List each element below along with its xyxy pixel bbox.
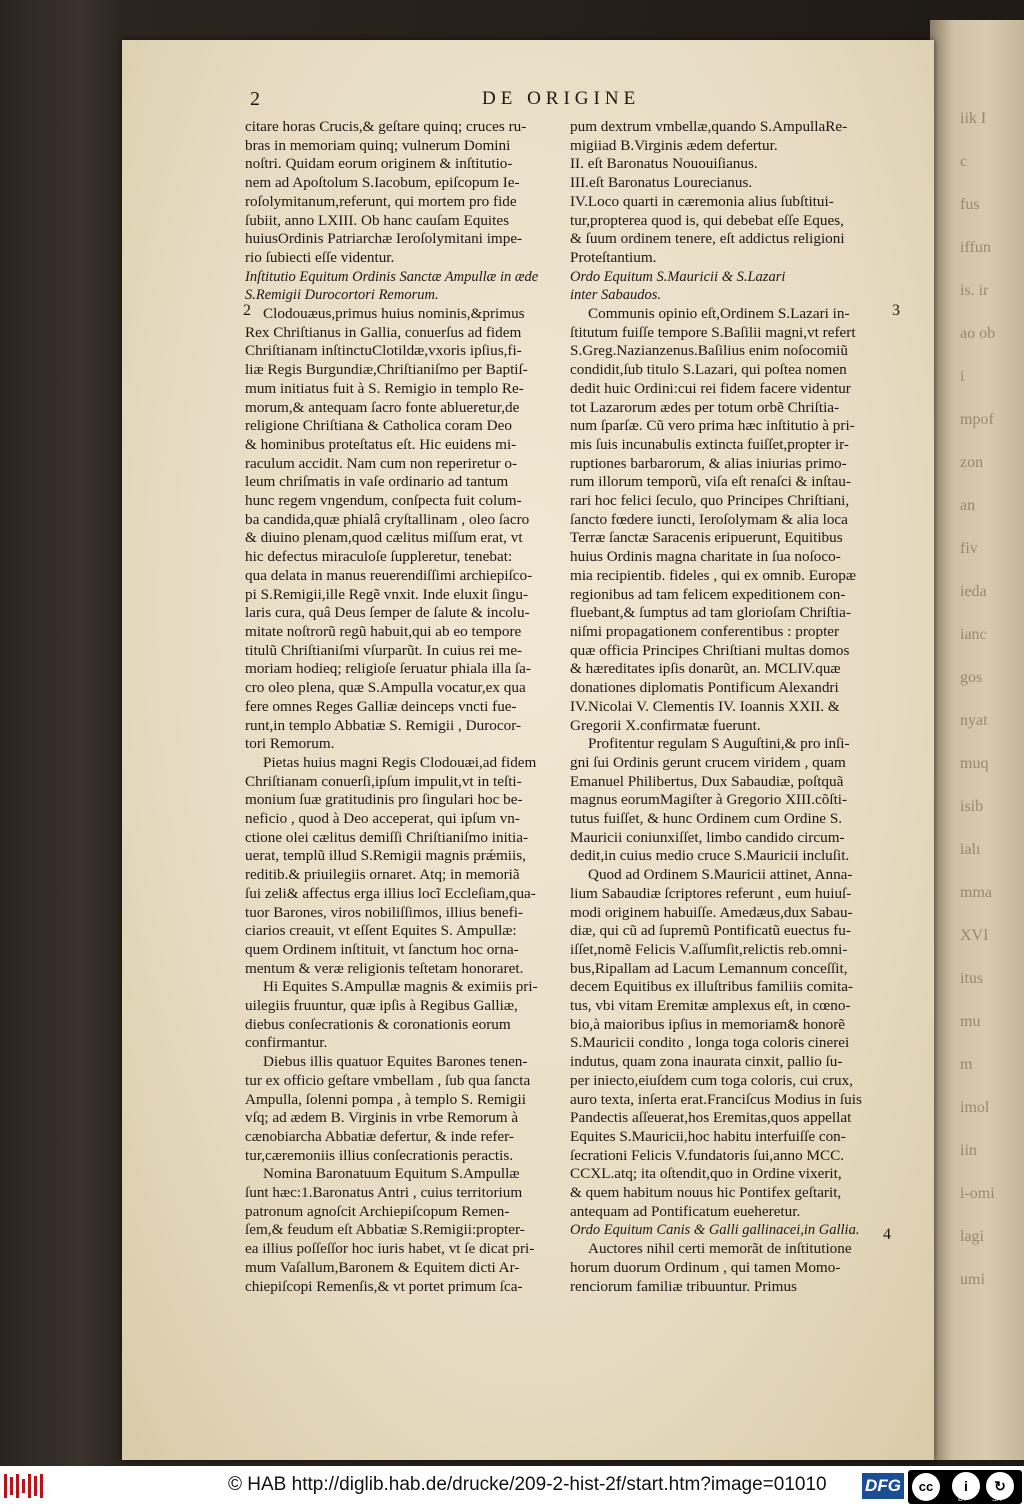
text-line: reditib.& priuilegiis ornaret. Atq; in memoriã: [245, 866, 520, 884]
text-line: ctione olei cælitus demiſſi Chriſtianiſmo initia-: [245, 828, 529, 846]
dfg-logo-icon: DFG: [862, 1473, 904, 1499]
text-line: tus, vbi vitam Eremitæ amplexus eſt, in cœno-: [570, 997, 851, 1015]
bleed-through-text: mpof: [960, 411, 994, 428]
text-line: mum Vaſallum,Baronem & Equitem dicti Ar-: [245, 1258, 520, 1276]
running-head: DE ORIGINE: [482, 88, 641, 109]
text-line: ſecrationi Felicis V.fundatoris ſui,anno MCC.: [570, 1146, 845, 1164]
text-line: Clodouæus,primus huius nominis,&primus: [263, 305, 525, 323]
text-line: qua delata in manus reuerendiſſimi archiepiſco-: [245, 566, 533, 584]
text-line: condidit,ſub titulo S.Lazari, qui poſtea nomen: [570, 361, 847, 379]
text-line: Ordo Equitum S.Mauricii & S.Lazari: [570, 268, 786, 285]
bleed-through-text: is. ir: [960, 282, 989, 299]
hab-logo-icon: [4, 1474, 48, 1500]
text-line: ciarios creauit, vt eſſent Equites S. Ampullæ:: [245, 922, 517, 940]
text-line: IV.Nicolai V. Clementis IV. Ioannis XXII. &: [570, 697, 840, 715]
creative-commons-badge-icon[interactable]: [908, 1470, 1022, 1504]
text-line: quem Ordinem inſtituit, vt ſanctum hoc orna-: [245, 940, 519, 958]
bleed-through-text: nyat: [960, 712, 988, 729]
text-line: runt,in templo Abbatiæ S. Remigii , Durocor-: [245, 716, 521, 734]
bleed-through-text: muq: [960, 755, 989, 772]
margin-number: 3: [892, 302, 900, 319]
text-line: Inſtitutio Equitum Ordinis Sanctæ Ampullæ in æde: [245, 268, 539, 285]
text-line: & hæreditates ipſis donarũt, an. MCLIV.quæ: [570, 660, 841, 678]
bleed-through-text: ialı: [960, 841, 981, 858]
text-line: mis ſuis incunabulis extincta fuiſſet,propter ir-: [570, 435, 849, 453]
text-line: Hi Equites S.Ampullæ magnis & eximiis pri-: [263, 978, 538, 996]
text-line: uilegiis fruuntur, quæ ipſis à Regibus Galliæ,: [245, 997, 518, 1015]
right-text-column: [570, 118, 888, 1296]
text-line: Ampulla, ſolenni pompa , à templo S. Remigii: [245, 1090, 526, 1108]
bleed-through-text: umi: [960, 1271, 985, 1288]
paragraph: [245, 305, 565, 754]
text-line: ſui zeli& affectus erga illius locĩ Eccleſiam,qua-: [245, 884, 536, 902]
bleed-through-text: i-omi: [960, 1185, 995, 1202]
text-line: Gregorii X.confirmatæ fuerunt.: [570, 716, 761, 734]
text-line: tot Lazarorum ædes per totum orbẽ Chriſtia-: [570, 398, 840, 416]
sa-label: SA: [992, 1496, 1002, 1503]
text-line: ſunt hæc:1.Baronatus Antri , cuius territorium: [245, 1184, 523, 1202]
bleed-through-text: m: [960, 1056, 973, 1073]
bleed-through-text: ieda: [960, 583, 987, 600]
text-line: liæ Regis Burgundiæ,Chriſtianiſmo per Baptiſ-: [245, 361, 528, 379]
text-line: Emanuel Philibertus, Dux Sabaudiæ, poſtquã: [570, 772, 844, 790]
text-line: patronum agnoſcit Archiepiſcopum Remen-: [245, 1202, 510, 1220]
text-line: uerat, templũ illud S.Remigii magnis prǽmiis,: [245, 847, 526, 865]
text-line: rio ſubiecti eſſe videntur.: [245, 248, 395, 266]
adjacent-page-edge: [930, 20, 1024, 1460]
text-line: tur,cæremoniis illius conſecrationis peractis.: [245, 1146, 514, 1164]
paragraph: [245, 978, 565, 1053]
paragraph: [245, 118, 565, 268]
text-line: Chriſtianam conuerſi,ipſum impulit,vt in teſti-: [245, 772, 522, 790]
text-line: Auctores nihil certi memorãt de inſtitutione: [588, 1240, 852, 1258]
bleed-through-text: gos: [960, 669, 983, 686]
text-line: per iniecto,eiuſdem cum toga coloris, cui crux,: [570, 1071, 853, 1089]
footer-bar: [0, 1466, 1024, 1506]
text-line: tur ex officio geſtare vmbellam , ſub qua ſancta: [245, 1071, 531, 1089]
text-line: num ſparſæ. Cũ vero prima hæc inſtitutio à pri-: [570, 417, 855, 435]
footer-copyright-link[interactable]: © HAB http://diglib.hab.de/drucke/209-2-hist-2f/start.htm?image=01010: [228, 1474, 827, 1495]
text-line: dedit,in cuius medio cruce S.Mauricii incluſit.: [570, 847, 850, 865]
text-line: modi originem habuiſſe. Amedæus,dux Sabau-: [570, 903, 853, 921]
attribution-person-icon: i: [952, 1472, 980, 1500]
text-line: Chriſtianam inſtinctuClotildæ,vxoris ipſius,fi-: [245, 342, 522, 360]
section-heading: [570, 1221, 888, 1240]
bleed-through-text: fus: [960, 196, 980, 213]
bleed-through-text: XVI: [960, 927, 989, 944]
text-line: mum initiatus fuit à S. Remigio in templo Re-: [245, 379, 524, 397]
text-line: & diuino plenam,quod cælitus miſſum erat, vt: [245, 529, 523, 547]
text-line: noſtri. Quidam eorum originem & inſtitutio-: [245, 155, 513, 173]
page-header: [250, 88, 650, 114]
text-line: regionibus ad tam felicem expeditionem con-: [570, 585, 846, 603]
bleed-through-text: iin: [960, 1142, 977, 1159]
paragraph: [245, 1165, 565, 1296]
text-line: S.Greg.Nazianzenus.Baſilius enim noſocomiũ: [570, 342, 848, 360]
text-line: indutus, quam zona inaurata cinxit, pallio ſu-: [570, 1053, 843, 1071]
text-line: cro oleo plena, quæ S.Ampulla vocatur,ex qua: [245, 679, 526, 697]
text-line: auro texta, inſerta erat.Franciſcus Modius in ſuis: [570, 1090, 862, 1108]
text-line: Ordo Equitum Canis & Galli gallinacei,in Gallia.: [570, 1222, 860, 1239]
text-line: dedit huic Ordini:cui rei fidem facere videntur: [570, 379, 851, 397]
left-text-column: [245, 118, 565, 1296]
text-line: tur,propterea quod is, qui debebat eſſe Eques,: [570, 211, 844, 229]
text-line: huiusOrdinis Patriarchæ Ieroſolymitani impe-: [245, 230, 523, 248]
paragraph: [570, 1240, 888, 1296]
text-line: chiepiſcopi Remenſis,& vt portet primum ſca-: [245, 1277, 523, 1295]
paragraph: [570, 305, 888, 735]
text-line: ſtitutum fuiſſe tempore S.Baſilii magni,vt refert: [570, 323, 856, 341]
text-line: horum duorum Ordinum , qui tamen Momo-: [570, 1258, 841, 1276]
text-line: ſubiit, anno LXIII. Ob hanc cauſam Equites: [245, 211, 510, 229]
text-line: S.Remigii Durocortori Remorum.: [245, 287, 439, 304]
bleed-through-text: ao ob: [960, 325, 996, 342]
margin-number: 4: [883, 1226, 891, 1243]
section-heading: [245, 268, 565, 305]
text-line: raculum accidit. Nam cum non reperiretur o-: [245, 454, 517, 472]
text-line: niſmi propagationem conferentibus : propter: [570, 622, 840, 640]
text-line: Nomina Baronatuum Equitum S.Ampullæ: [263, 1165, 520, 1183]
paragraph: [245, 1053, 565, 1165]
bleed-through-text: fiv: [960, 540, 978, 557]
text-line: ba candida,quæ phialâ cryſtallinam , oleo ſacro: [245, 510, 530, 528]
text-line: Diebus illis quatuor Equites Barones tenen-: [263, 1053, 528, 1071]
text-line: monium ſuæ gratitudinis pro ſingulari hoc be-: [245, 791, 523, 809]
text-line: fluebant,& ſumptus ad tam glorioſam Chriſtia-: [570, 604, 851, 622]
text-line: tutus fuiſſet, & hunc Ordinem cum Ordine S.: [570, 810, 843, 828]
text-line: rari hoc felici ſeculo, quo Principes Chriſtiani,: [570, 492, 850, 510]
text-line: vſq; ad ædem B. Virginis in vrbe Remorum à: [245, 1109, 519, 1127]
text-line: pi S.Remigii,ille Regẽ vnxit. Inde eluxit ſingu-: [245, 585, 529, 603]
bleed-through-text: imol: [960, 1099, 990, 1116]
text-line: donationes diplomatis Pontificum Alexandri: [570, 679, 839, 697]
bleed-through-text: iffun: [960, 239, 991, 256]
bleed-through-text: itus: [960, 970, 984, 987]
text-line: Quod ad Ordinem S.Mauricii attinet, Anna-: [588, 866, 853, 884]
text-line: Profitentur regulam S Auguſtini,& pro inſi-: [588, 735, 850, 753]
text-line: magnus eorumMagiſter à Gregorio XIII.cõſti-: [570, 791, 848, 809]
text-line: III.eſt Baronatus Lourecianus.: [570, 174, 753, 192]
text-line: neficio , quod à Deo acceperat, qui ipſum vn-: [245, 810, 520, 828]
text-line: antequam ad Pontificatum eueheretur.: [570, 1202, 801, 1220]
text-line: confirmantur.: [245, 1034, 328, 1052]
text-line: rum illorum temporũ, viſa eſt renaſci & inſtau-: [570, 473, 851, 491]
paragraph: [570, 735, 888, 866]
text-line: ſem,& feudum eſt Abbatiæ S.Remigii:propter-: [245, 1221, 525, 1239]
text-line: huius Ordinis magna charitate in ſua noſoco-: [570, 548, 841, 566]
text-line: Mauricii coniunxiſſet, limbo candido circum-: [570, 828, 845, 846]
bleed-through-text: mma: [960, 884, 992, 901]
text-line: ea illius poſſeſſor hoc iuris habet, vt ſe dicat pri-: [245, 1240, 535, 1258]
bleed-through-text: iik I: [960, 110, 987, 127]
text-line: tori Remorum.: [245, 735, 335, 753]
text-line: mentum & veræ religionis teſtetam honoraret.: [245, 959, 524, 977]
text-line: bus,Ripallam ad Lacum Lemannum conceſſit,: [570, 959, 848, 977]
by-label: BY: [958, 1496, 968, 1503]
text-line: mia recipientib. fideles , qui ex omnib. Europæ: [570, 566, 856, 584]
text-line: ſancto fœdere iuncti, Ieroſolymam & alia loca: [570, 510, 848, 528]
bleed-through-text: zon: [960, 454, 984, 471]
text-line: & hominibus proteſtatus eſt. Hic euidens mi-: [245, 435, 517, 453]
text-line: & quem habitum nouus hic Pontifex geſtarit,: [570, 1184, 842, 1202]
text-line: diæ, qui cũ ad ſupremũ Pontificatũ euectus fu-: [570, 922, 851, 940]
text-line: citare horas Crucis,& geſtare quinq; cruces ru-: [245, 118, 527, 135]
text-line: leum chriſmatis in vaſe ordinario ad tantum: [245, 473, 509, 491]
text-line: cænobiarcha Abbatiæ defertur, & inde refer-: [245, 1127, 514, 1145]
text-line: Communis opinio eſt,Ordinem S.Lazari in-: [588, 305, 850, 323]
text-line: laris cura, quâ Deus ſemper de ſalute & incolu-: [245, 604, 530, 622]
text-line: Rex Chriſtianus in Gallia, conuerſus ad fidem: [245, 323, 522, 341]
text-line: moriam hodieq; religioſe ſeruatur phiala illa ſa-: [245, 660, 531, 678]
share-alike-icon: ↻: [986, 1472, 1014, 1500]
text-line: roſolymitanum,referunt, qui mortem pro fide: [245, 192, 517, 210]
bleed-through-text: ianc: [960, 626, 987, 643]
text-line: IV.Loco quarti in cæremonia alius ſubſtitui-: [570, 192, 834, 210]
text-line: iſſet,nomẽ Felicis V.aſſumſit,relictis reb.omni-: [570, 940, 848, 958]
text-line: ruptiones barbarorum, & alias iniurias primo-: [570, 454, 847, 472]
text-line: gni ſui Ordinis gerunt crucem viridem , quam: [570, 753, 846, 771]
paragraph: [570, 866, 888, 1221]
text-line: II. eſt Baronatus Nououiſianus.: [570, 155, 758, 173]
text-line: migiiad B.Virginis ædem defertur.: [570, 136, 778, 154]
text-line: titulũ Chriſtianiſmi vſurparũt. In cuius rei me-: [245, 641, 523, 659]
bleed-through-text: lagi: [960, 1228, 984, 1245]
text-line: decem Equitibus ex illuſtribus familiis comita-: [570, 978, 854, 996]
text-line: lium Sabaudiæ ſcriptores referunt , eum huiuſ-: [570, 884, 852, 902]
bleed-through-text: mu: [960, 1013, 981, 1030]
text-line: renciorum familiæ tribuuntur. Primus: [570, 1277, 797, 1295]
text-line: Proteſtantium.: [570, 248, 657, 266]
text-line: Pietas huius magni Regis Clodouæi,ad fidem: [263, 753, 537, 771]
text-line: mitate noſtrorũ regũ habuit,qui ab eo tempore: [245, 622, 522, 640]
text-line: morum,& antequam ſacro fonte ablueretur,de: [245, 398, 520, 416]
text-line: nem ad Apoſtolum S.Iacobum, epiſcopum Ie-: [245, 174, 520, 192]
page-number: 2: [250, 88, 260, 110]
text-line: fere omnes Reges Galliæ deinceps vncti fue-: [245, 697, 517, 715]
text-line: & ſuum ordinem tenere, eſt addictus religioni: [570, 230, 845, 248]
margin-number: 2: [243, 302, 251, 319]
cc-icon: cc: [912, 1473, 940, 1501]
text-line: pum dextrum vmbellæ,quando S.AmpullaRe-: [570, 118, 848, 135]
text-line: quæ officia Principes Chriſtiani multas domos: [570, 641, 850, 659]
text-line: inter Sabaudos.: [570, 287, 662, 304]
bleed-through-text: an: [960, 497, 976, 514]
text-line: S.Mauricii condito , longa toga coloris cinerei: [570, 1034, 850, 1052]
text-line: Terræ ſanctæ Saracenis eripuerunt, Equitibus: [570, 529, 843, 547]
text-line: diebus conſecrationis & coronationis eorum: [245, 1015, 511, 1033]
text-line: CCXL.atq; ita oſtendit,quo in Ordine vixerit,: [570, 1165, 842, 1183]
text-line: religione Chriſtiana & Catholica coram Deo: [245, 417, 512, 435]
bleed-through-text: c: [960, 153, 968, 170]
text-line: bras in memoriam quinq; vulnerum Domini: [245, 136, 511, 154]
bleed-through-text: i: [960, 368, 965, 385]
section-heading: [570, 268, 888, 305]
text-line: hic defectus miraculoſe ſuppleretur, tenebat:: [245, 548, 513, 566]
text-line: hunc regem vngendum, conſpecta fuit colum-: [245, 492, 522, 510]
paragraph: [245, 754, 565, 978]
text-line: bio,à maioribus ipſius in memoriam& honorẽ: [570, 1015, 846, 1033]
bleed-through-text: isib: [960, 798, 984, 815]
paragraph: [570, 118, 888, 268]
text-line: Equites S.Mauricii,hoc habitu interfuiſſe con-: [570, 1127, 846, 1145]
text-line: tuor Barones, viros nobiliſſimos, illius benefi-: [245, 903, 523, 921]
text-line: Pandectis aſſeuerat,hos Eremitas,quos appellat: [570, 1109, 852, 1127]
